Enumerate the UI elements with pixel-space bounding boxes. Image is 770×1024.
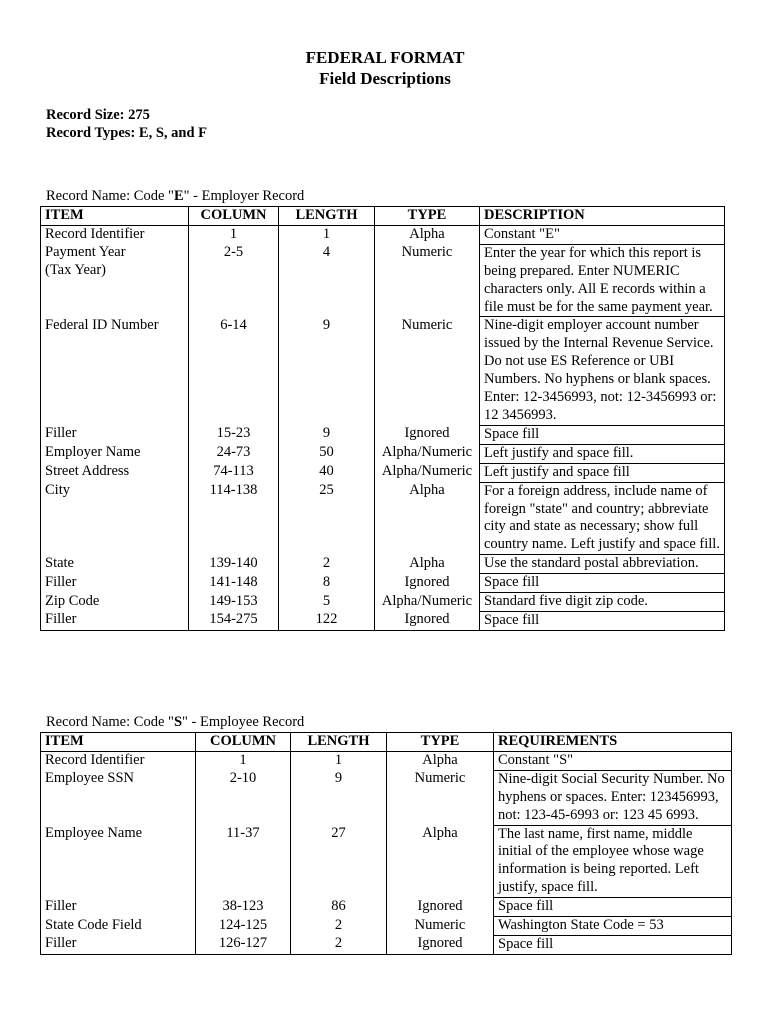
table-row [41, 225, 725, 244]
item-cell: Record Identifier [41, 225, 189, 244]
item-cell: Filler [41, 935, 196, 954]
length-cell: 2 [279, 555, 375, 574]
description-cell: Enter the year for which this report is being prepared. Enter NUMERIC characters only. All E records within a file must be for the same payment year. [480, 244, 725, 317]
length-cell: 8 [279, 574, 375, 593]
page-title: FEDERAL FORMAT [305, 48, 465, 67]
table-row [41, 917, 732, 936]
col-header-type: TYPE [375, 207, 480, 226]
item-cell: Filler [41, 611, 189, 630]
description-cell: Space fill [494, 935, 732, 954]
table-row [41, 935, 732, 954]
table-row [41, 482, 725, 555]
description-cell: Nine-digit Social Security Number. No hyphens or spaces. Enter: 123456993, not: 123-45-6993 or: 123 45 6993. [494, 770, 732, 825]
table-row [41, 898, 732, 917]
column-cell: 141-148 [189, 574, 279, 593]
employee-record-rows [41, 751, 732, 954]
description-cell: Space fill [480, 425, 725, 444]
description-cell: Constant "S" [494, 751, 732, 770]
column-cell: 114-138 [189, 482, 279, 555]
description-cell: Space fill [480, 611, 725, 630]
type-cell: Numeric [375, 317, 480, 425]
column-cell: 139-140 [189, 555, 279, 574]
length-cell: 1 [291, 751, 387, 770]
length-cell: 5 [279, 593, 375, 612]
description-cell: The last name, first name, middle initial of the employee whose wage information is being reported. Left justify, space fill. [494, 825, 732, 898]
table-row [41, 425, 725, 444]
length-cell: 9 [279, 317, 375, 425]
record-name-suffix: " - Employer Record [183, 188, 305, 204]
col-header-column: COLUMN [189, 207, 279, 226]
table-row [41, 463, 725, 482]
length-cell: 4 [279, 244, 375, 317]
record-types: Record Types: E, S, and F [46, 125, 207, 141]
column-cell: 6-14 [189, 317, 279, 425]
length-cell: 122 [279, 611, 375, 630]
description-cell: For a foreign address, include name of foreign "state" and country; abbreviate city and state as necessary; show full country name. Left justify and space fill. [480, 482, 725, 555]
column-cell: 74-113 [189, 463, 279, 482]
record-code: S [173, 714, 183, 730]
type-cell: Ignored [387, 898, 494, 917]
type-cell: Alpha/Numeric [375, 463, 480, 482]
table-row [41, 244, 725, 317]
col-header-column: COLUMN [196, 733, 291, 752]
length-cell: 25 [279, 482, 375, 555]
item-cell: Payment Year (Tax Year) [41, 244, 189, 317]
type-cell: Alpha [375, 482, 480, 555]
description-cell: Left justify and space fill [480, 463, 725, 482]
type-cell: Alpha [375, 225, 480, 244]
table-header-row [41, 207, 725, 226]
description-cell: Space fill [494, 898, 732, 917]
table-row [41, 770, 732, 825]
length-cell: 27 [291, 825, 387, 898]
column-cell: 1 [189, 225, 279, 244]
length-cell: 9 [291, 770, 387, 825]
type-cell: Alpha/Numeric [375, 444, 480, 463]
table-row [41, 317, 725, 425]
table-row [41, 611, 725, 630]
employer-record-name [46, 187, 304, 205]
record-name-suffix: " - Employee Record [182, 714, 305, 730]
item-cell: State [41, 555, 189, 574]
column-cell: 149-153 [189, 593, 279, 612]
type-cell: Ignored [375, 425, 480, 444]
type-cell: Ignored [375, 574, 480, 593]
item-cell: Employee SSN [41, 770, 196, 825]
record-name-prefix: Record Name: Code " [46, 714, 174, 730]
item-cell: Federal ID Number [41, 317, 189, 425]
column-cell: 2-10 [196, 770, 291, 825]
col-header-length: LENGTH [279, 207, 375, 226]
col-header-item: ITEM [41, 207, 189, 226]
col-header-item: ITEM [41, 733, 196, 752]
type-cell: Numeric [387, 770, 494, 825]
type-cell: Alpha [375, 555, 480, 574]
employer-record-table [40, 206, 725, 631]
table-row [41, 825, 732, 898]
type-cell: Numeric [375, 244, 480, 317]
length-cell: 9 [279, 425, 375, 444]
table-header-row [41, 733, 732, 752]
item-cell: Zip Code [41, 593, 189, 612]
column-cell: 124-125 [196, 917, 291, 936]
page-subtitle: Field Descriptions [319, 69, 451, 88]
length-cell: 2 [291, 917, 387, 936]
type-cell: Ignored [387, 935, 494, 954]
item-cell: Street Address [41, 463, 189, 482]
item-cell: City [41, 482, 189, 555]
column-cell: 1 [196, 751, 291, 770]
col-header-description: DESCRIPTION [480, 207, 725, 226]
employer-record-rows [41, 225, 725, 630]
item-cell: Employee Name [41, 825, 196, 898]
employee-record-table [40, 732, 732, 955]
column-cell: 154-275 [189, 611, 279, 630]
column-cell: 2-5 [189, 244, 279, 317]
column-cell: 38-123 [196, 898, 291, 917]
table-row [41, 751, 732, 770]
type-cell: Alpha [387, 751, 494, 770]
item-cell: State Code Field [41, 917, 196, 936]
item-cell: Record Identifier [41, 751, 196, 770]
type-cell: Numeric [387, 917, 494, 936]
col-header-length: LENGTH [291, 733, 387, 752]
length-cell: 86 [291, 898, 387, 917]
record-size: Record Size: 275 [46, 107, 150, 123]
description-cell: Nine-digit employer account number issued by the Internal Revenue Service. Do not use ES Reference or UBI Numbers. No hyphens or blank spaces. Enter: 12-3456993, not: 12-3456993 or: 12 3456993. [480, 317, 725, 425]
employee-record-name [46, 713, 304, 731]
description-cell: Standard five digit zip code. [480, 593, 725, 612]
table-row [41, 444, 725, 463]
table-row [41, 574, 725, 593]
description-cell: Space fill [480, 574, 725, 593]
description-cell: Left justify and space fill. [480, 444, 725, 463]
column-cell: 126-127 [196, 935, 291, 954]
item-cell: Filler [41, 425, 189, 444]
column-cell: 15-23 [189, 425, 279, 444]
col-header-requirements: REQUIREMENTS [494, 733, 732, 752]
description-cell: Use the standard postal abbreviation. [480, 555, 725, 574]
record-name-prefix: Record Name: Code " [46, 188, 174, 204]
column-cell: 24-73 [189, 444, 279, 463]
length-cell: 1 [279, 225, 375, 244]
type-cell: Alpha/Numeric [375, 593, 480, 612]
length-cell: 40 [279, 463, 375, 482]
item-cell: Filler [41, 574, 189, 593]
item-cell: Employer Name [41, 444, 189, 463]
description-cell: Washington State Code = 53 [494, 917, 732, 936]
col-header-type: TYPE [387, 733, 494, 752]
length-cell: 50 [279, 444, 375, 463]
table-row [41, 555, 725, 574]
length-cell: 2 [291, 935, 387, 954]
item-cell: Filler [41, 898, 196, 917]
type-cell: Alpha [387, 825, 494, 898]
description-cell: Constant "E" [480, 225, 725, 244]
record-code: E [173, 188, 184, 204]
table-row [41, 593, 725, 612]
column-cell: 11-37 [196, 825, 291, 898]
type-cell: Ignored [375, 611, 480, 630]
